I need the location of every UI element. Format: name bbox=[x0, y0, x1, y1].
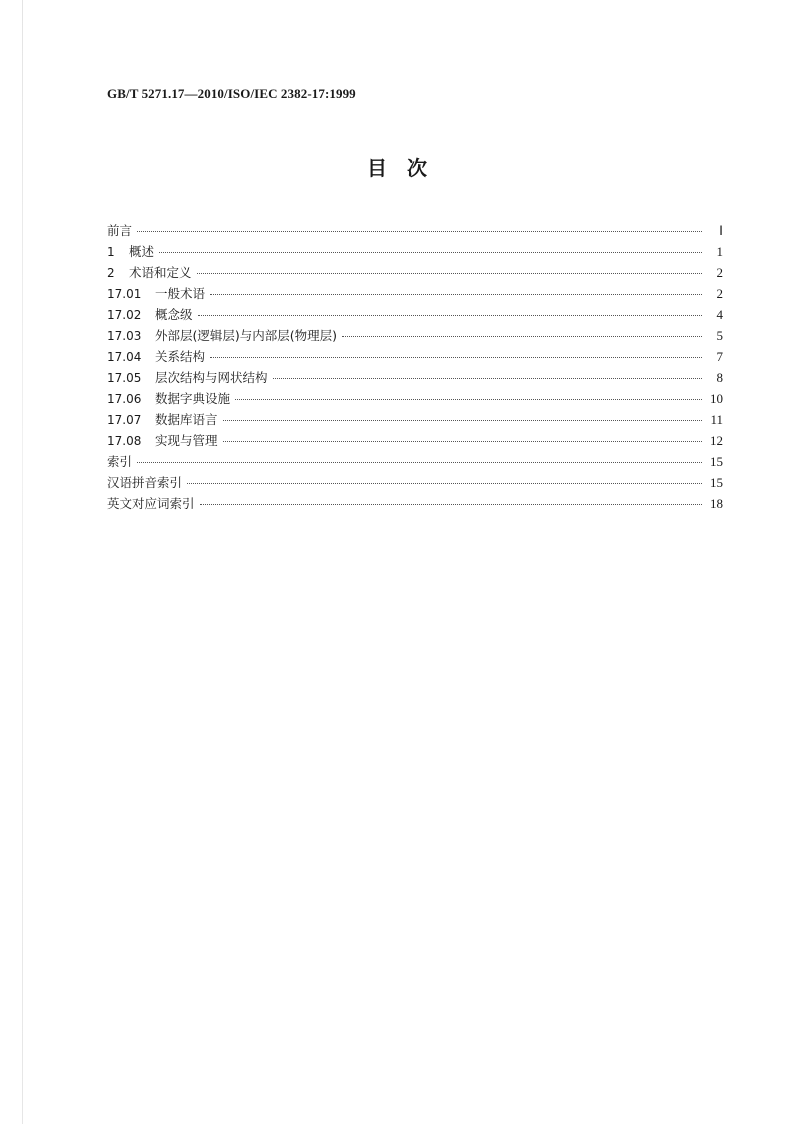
toc-entry[interactable] bbox=[107, 451, 723, 472]
toc-entry-number: 17.06 bbox=[107, 392, 142, 406]
toc-entry-label: 实现与管理 bbox=[155, 433, 218, 448]
toc-entry-page: 18 bbox=[710, 496, 723, 511]
toc-dot-leader bbox=[137, 230, 702, 232]
toc-entry-page: 7 bbox=[716, 349, 723, 364]
toc-dot-leader bbox=[273, 377, 702, 379]
toc-entry[interactable] bbox=[107, 430, 723, 451]
toc-entry[interactable] bbox=[107, 262, 723, 283]
toc-entry-page: 15 bbox=[710, 454, 723, 469]
toc-entry-label: 数据字典设施 bbox=[155, 391, 231, 406]
toc-entry-number: 17.02 bbox=[107, 308, 142, 322]
toc-entry[interactable] bbox=[107, 472, 723, 493]
toc-entry-label: 英文对应词索引 bbox=[107, 496, 195, 511]
toc-entry[interactable] bbox=[107, 304, 723, 325]
toc-dot-leader bbox=[235, 398, 702, 400]
toc-dot-leader bbox=[210, 356, 702, 358]
toc-entry-page: 1 bbox=[716, 244, 723, 259]
toc-entry[interactable] bbox=[107, 367, 723, 388]
toc-dot-leader bbox=[342, 335, 702, 337]
toc-entry-label: 概述 bbox=[129, 244, 155, 259]
toc-entry-number: 17.07 bbox=[107, 413, 142, 427]
toc-title: 目 次 bbox=[367, 156, 427, 180]
table-of-contents bbox=[107, 220, 723, 514]
document-code: GB/T 5271.17—2010/ISO/IEC 2382-17:1999 bbox=[107, 86, 356, 101]
toc-entry-page: 8 bbox=[716, 370, 723, 385]
toc-entry[interactable] bbox=[107, 346, 723, 367]
toc-entry[interactable] bbox=[107, 388, 723, 409]
toc-entry-label: 前言 bbox=[107, 223, 133, 238]
toc-entry-page: 5 bbox=[716, 328, 723, 343]
toc-dot-leader bbox=[197, 272, 702, 274]
toc-entry-number: 17.08 bbox=[107, 434, 142, 448]
toc-entry-label: 概念级 bbox=[155, 307, 193, 322]
toc-dot-leader bbox=[187, 482, 702, 484]
toc-entry[interactable] bbox=[107, 241, 723, 262]
toc-entry-label: 外部层(逻辑层)与内部层(物理层) bbox=[155, 328, 338, 343]
toc-entry-label: 一般术语 bbox=[155, 286, 206, 301]
toc-dot-leader bbox=[137, 461, 702, 463]
toc-entry-number: 17.03 bbox=[107, 329, 142, 343]
toc-dot-leader bbox=[223, 419, 702, 421]
toc-dot-leader bbox=[210, 293, 702, 295]
toc-dot-leader bbox=[200, 503, 702, 505]
toc-dot-leader bbox=[159, 251, 702, 253]
toc-entry[interactable] bbox=[107, 220, 723, 241]
toc-entry-page: 15 bbox=[710, 475, 723, 490]
toc-entry-label: 层次结构与网状结构 bbox=[155, 370, 268, 385]
toc-entry-page: Ⅰ bbox=[719, 223, 723, 238]
toc-entry-page: 11 bbox=[710, 412, 723, 427]
toc-entry[interactable] bbox=[107, 325, 723, 346]
toc-entry-page: 2 bbox=[716, 265, 723, 280]
toc-dot-leader bbox=[198, 314, 702, 316]
toc-entry[interactable] bbox=[107, 409, 723, 430]
toc-entry[interactable] bbox=[107, 283, 723, 304]
toc-entry-label: 数据库语言 bbox=[155, 412, 218, 427]
toc-entry-number: 1 bbox=[107, 245, 115, 259]
toc-entry-number: 17.05 bbox=[107, 371, 142, 385]
toc-entry-label: 关系结构 bbox=[155, 349, 206, 364]
toc-dot-leader bbox=[223, 440, 702, 442]
toc-entry-number: 17.04 bbox=[107, 350, 142, 364]
toc-entry-label: 索引 bbox=[107, 454, 133, 469]
toc-entry[interactable] bbox=[107, 493, 723, 514]
toc-entry-page: 4 bbox=[716, 307, 723, 322]
toc-entry-page: 2 bbox=[716, 286, 723, 301]
toc-entry-label: 术语和定义 bbox=[129, 265, 192, 280]
toc-entry-page: 12 bbox=[710, 433, 723, 448]
toc-entry-page: 10 bbox=[710, 391, 723, 406]
toc-entry-number: 17.01 bbox=[107, 287, 142, 301]
toc-entry-label: 汉语拼音索引 bbox=[107, 475, 183, 490]
toc-entry-number: 2 bbox=[107, 266, 115, 280]
